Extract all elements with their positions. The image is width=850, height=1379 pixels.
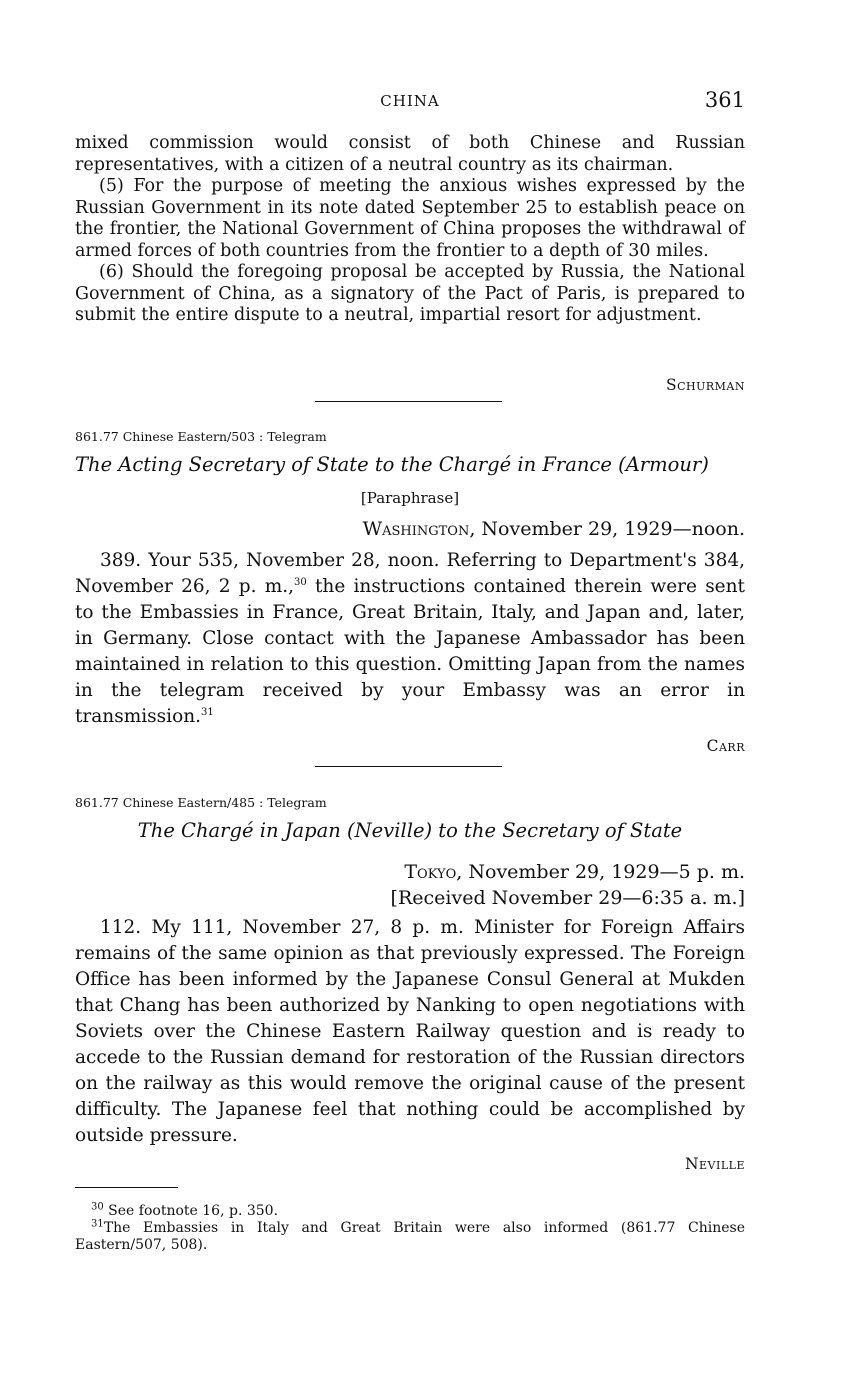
file-reference: 861.77 Chinese Eastern/503 : Telegram [75, 429, 327, 444]
document-title: The Chargé in Japan (Neville) to the Secretary of State [137, 819, 683, 842]
body-text-b: the instructions contained therein were sent to the Embassies in France, Great Britain, Italy, and Japan and, later, in Germany. Close contact with the Japanese Ambassador has been maintained in relation to this question. Omitting Japan from the names in the telegram received by your Embassy was an error in transmission. [75, 576, 745, 727]
page-number: 361 [704, 88, 745, 112]
running-header [75, 88, 745, 114]
file-reference: 861.77 Chinese Eastern/485 : Telegram [75, 795, 327, 810]
footnote [75, 1203, 745, 1220]
paragraph-6: (6) Should the foregoing proposal be accepted by Russia, the National Government of China, as a signatory of the Pact of Paris, is prepared to submit the entire dispute to a neutral, impartial resort for adjustment. [75, 262, 745, 325]
dateline [75, 518, 745, 540]
footnote [75, 1220, 745, 1254]
dateline-place: Washington [362, 518, 470, 540]
received-line: [Received November 29—6:35 a. m.] [390, 887, 745, 909]
schurman-telegram-end [75, 133, 745, 327]
dateline [75, 861, 745, 883]
running-title: CHINA [380, 92, 440, 110]
dateline-date: , November 29, 1929—5 p. m. [456, 861, 745, 883]
footnote-text: The Embassies in Italy and Great Britain were also informed (861.77 Chinese Eastern/507, 508). [75, 1220, 745, 1253]
paragraph-5: (5) For the purpose of meeting the anxious wishes expressed by the Russian Government in its note dated September 25 to establish peace on the frontier, the National Government of China proposes the withdrawal of armed forces of both countries from the frontier to a depth of 30 miles. [75, 176, 745, 261]
footnote-marker: 30 [91, 1201, 104, 1213]
telegram-body: 112. My 111, November 27, 8 p. m. Minister for Foreign Affairs remains of the same opinion as that previously expressed. The Foreign Office has been informed by the Japanese Consul General at Mukden that Chang has been authorized by Nanking to open negotiations with Soviets over the Chinese Eastern Railway question and is ready to accede to the Russian demand for restoration of the Russian directors on the railway as this would remove the original cause of the present difficulty. The Japanese feel that nothing could be accomplished by outside pressure. [75, 917, 745, 1146]
footnote-marker: 30 [294, 576, 307, 588]
section-divider [315, 766, 502, 767]
signature-carr: Carr [706, 737, 745, 755]
telegram-body [75, 548, 745, 730]
body-text-a: 389. Your 535, November 28, noon. Referring to Department's 384, November 26, 2 p. m., [75, 550, 745, 597]
footnote-marker: 31 [201, 706, 214, 718]
signature-schurman: Schurman [665, 376, 745, 394]
footnote-divider [75, 1187, 178, 1188]
dateline-date: , November 29, 1929—noon. [469, 518, 745, 540]
footnote-text: See footnote 16, p. 350. [103, 1203, 279, 1219]
dateline-place: Tokyo [404, 861, 457, 883]
paraphrase-note: [Paraphrase] [360, 489, 460, 507]
section-divider [315, 401, 502, 402]
signature-neville: Neville [684, 1155, 745, 1173]
footnotes [75, 1203, 745, 1254]
paragraph-continued: mixed commission would consist of both Chinese and Russian representatives, with a citizen of a neutral country as its chairman. [75, 133, 745, 175]
document-title: The Acting Secretary of State to the Chargé in France (Armour) [75, 453, 709, 476]
footnote-marker: 31 [91, 1218, 104, 1230]
